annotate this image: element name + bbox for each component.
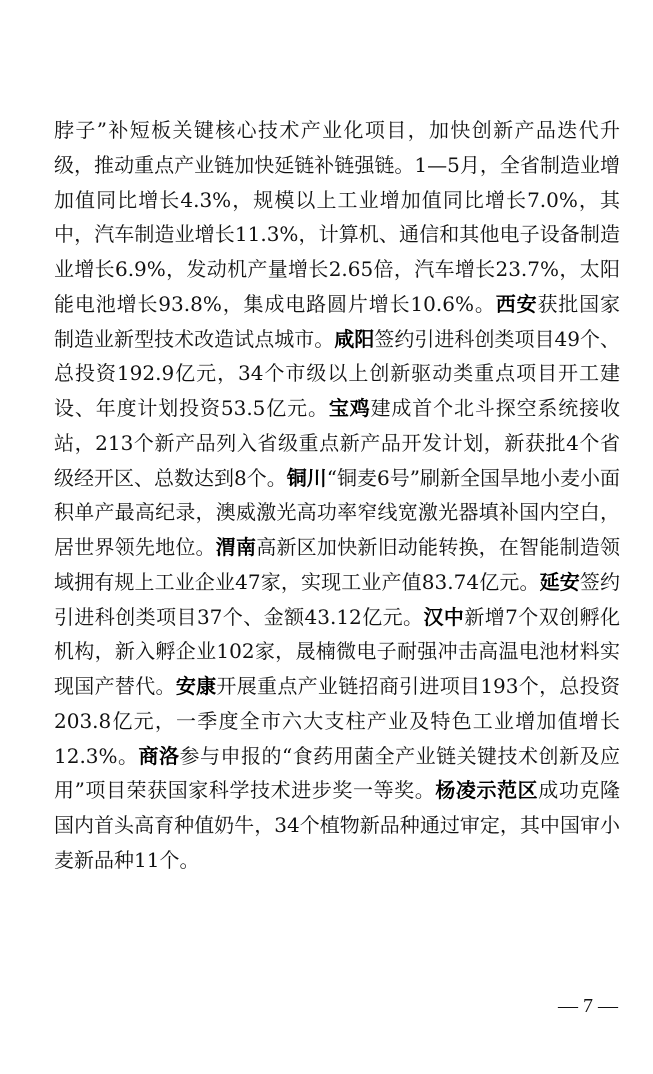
text-segment: 参与申报的“食药用菌全产业链关键技术创新及应用”项目荣获国家科学技术进步奖一等奖。 (54, 743, 620, 803)
city-name-tongchuan: 铜川 (286, 465, 327, 490)
city-name-hanzhong: 汉中 (423, 604, 465, 629)
city-name-xian: 西安 (495, 291, 538, 316)
text-segment: 成功克隆国内首头高育种值奶牛，34个植物新品种通过审定，其中国审小麦新品种11个。 (54, 778, 621, 872)
text-segment: 签约引进科创类项目37个、金额43.12亿元。 (54, 569, 620, 629)
city-name-ankang: 安康 (175, 674, 217, 698)
page-number: — 7 — (558, 995, 618, 1017)
text-segment: 签约引进科创类项目49个、总投资192.9亿元，34个市级以上创新驱动类重点项目开工建设、年度计划投资53.5亿元。 (54, 326, 621, 420)
text-segment: 获批国家制造业新型技术改造试点城市。 (54, 291, 621, 351)
text-segment: “铜麦6号”刷新全国旱地小麦小面积单产最高纪录，澳威激光高功率窄线宽激光器填补国内空白，居世界领先地位。 (54, 465, 620, 559)
text-segment: 建成首个北斗探空系统接收站，213个新产品列入省级重点新产品开发计划，新获批4个省级经开区、总数达到8个。 (54, 396, 621, 490)
body-paragraph (54, 113, 620, 878)
text-segment: 脖子”补短板关键核心技术产业化项目，加快创新产品迭代升级，推动重点产业链加快延链补链强链。1—5月，全省制造业增加值同比增长4.3%，规模以上工业增加值同比增长7.0%，其中，汽车制造业增长11.3%，计算机、通信和其他电子设备制造业增长6.9%，发动机产量增长2.65倍，汽车增长23.7%，太阳能电池增长93.8%，集成电路圆片增长10.6%。 (54, 118, 620, 316)
text-segment: 新增7个双创孵化机构，新入孵企业102家，晟楠微电子耐强冲击高温电池材料实现国产替代。 (54, 604, 620, 698)
text-segment: 开展重点产业链招商引进项目193个，总投资203.8亿元，一季度全市六大支柱产业及特色工业增加值增长12.3%。 (54, 674, 621, 768)
text-segment: 高新区加快新旧动能转换，在智能制造领域拥有规上工业企业47家，实现工业产值83.74亿元。 (54, 535, 621, 594)
city-name-baoji: 宝鸡 (328, 396, 371, 420)
city-name-shangluo: 商洛 (138, 743, 180, 768)
city-name-yanan: 延安 (539, 569, 580, 594)
city-name-weinan: 渭南 (215, 535, 257, 559)
district-name-yangling: 杨凌示范区 (435, 778, 539, 803)
city-name-xianyang: 咸阳 (334, 326, 375, 351)
